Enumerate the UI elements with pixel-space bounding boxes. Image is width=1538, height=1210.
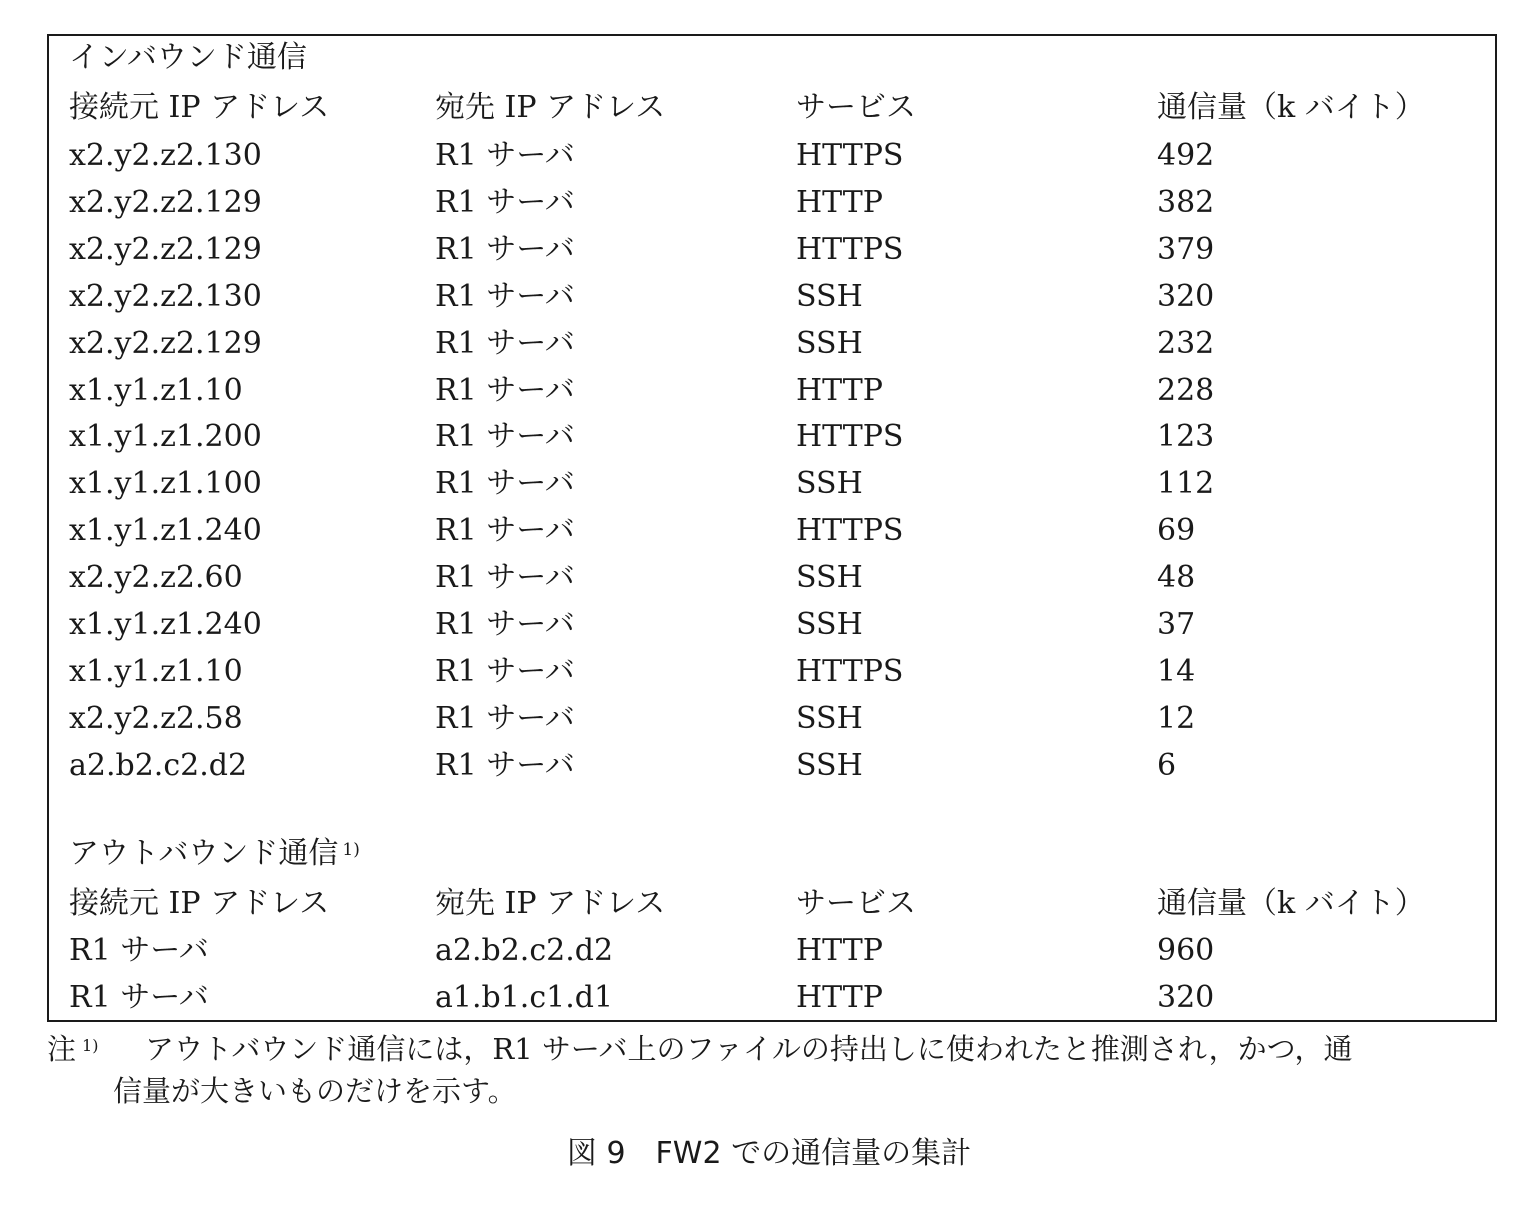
outbound-header-row: [49, 880, 1495, 927]
inbound-cell-source-ip: a2.b2.c2.d2: [69, 747, 248, 783]
inbound-cell-source-ip: x2.y2.z2.58: [69, 700, 243, 736]
inbound-title-text: インバウンド通信: [69, 40, 307, 75]
inbound-header-traffic: 通信量（k バイト）: [1157, 90, 1425, 125]
inbound-cell-service: HTTP: [796, 372, 883, 408]
inbound-cell-traffic: 232: [1157, 325, 1215, 361]
inbound-table-row: [49, 554, 1495, 601]
inbound-cell-service: SSH: [796, 278, 863, 314]
inbound-header-destination-ip: 宛先 IP アドレス: [435, 90, 666, 125]
inbound-cell-traffic: 48: [1157, 560, 1196, 596]
inbound-table-row: [49, 460, 1495, 507]
inbound-cell-destination-ip: R1 サーバ: [435, 325, 575, 361]
inbound-cell-source-ip: x1.y1.z1.240: [69, 607, 262, 642]
inbound-cell-service: HTTPS: [796, 138, 904, 173]
inbound-cell-traffic: 14: [1157, 653, 1196, 689]
traffic-table-frame: [47, 34, 1497, 1022]
outbound-cell-traffic: 320: [1157, 980, 1215, 1015]
inbound-cell-destination-ip: R1 サーバ: [435, 607, 575, 642]
footnote: [47, 1028, 1497, 1112]
inbound-table-row: [49, 601, 1495, 648]
inbound-cell-service: HTTPS: [796, 653, 904, 689]
inbound-cell-destination-ip: R1 サーバ: [435, 231, 575, 267]
outbound-table-row: [49, 974, 1495, 1021]
inbound-cell-destination-ip: R1 サーバ: [435, 747, 575, 783]
outbound-cell-destination-ip: a1.b1.c1.d1: [435, 980, 614, 1015]
inbound-cell-source-ip: x2.y2.z2.129: [69, 184, 262, 220]
outbound-cell-source-ip: R1 サーバ: [69, 933, 209, 968]
outbound-header-service: サービス: [796, 886, 916, 921]
inbound-cell-traffic: 12: [1157, 700, 1196, 736]
outbound-cell-traffic: 960: [1157, 933, 1215, 968]
inbound-cell-source-ip: x1.y1.z1.200: [69, 419, 262, 455]
outbound-header-traffic: 通信量（k バイト）: [1157, 886, 1425, 921]
inbound-cell-traffic: 112: [1157, 466, 1215, 502]
outbound-table-row: [49, 927, 1495, 974]
inbound-header-service: サービス: [796, 90, 916, 125]
inbound-table-row: [49, 507, 1495, 554]
inbound-cell-source-ip: x2.y2.z2.129: [69, 325, 262, 361]
inbound-cell-destination-ip: R1 サーバ: [435, 560, 575, 596]
inbound-cell-source-ip: x1.y1.z1.10: [69, 372, 243, 408]
inbound-table-row: [49, 648, 1495, 695]
inbound-cell-traffic: 37: [1157, 607, 1196, 642]
outbound-title-note-ref: 1): [342, 840, 360, 860]
inbound-header-source-ip: 接続元 IP アドレス: [69, 90, 330, 125]
inbound-cell-destination-ip: R1 サーバ: [435, 372, 575, 408]
outbound-cell-service: HTTP: [796, 980, 883, 1015]
footnote-mark: [47, 1028, 98, 1070]
inbound-cell-traffic: 379: [1157, 231, 1215, 267]
inbound-table-row: [49, 742, 1495, 789]
inbound-cell-service: SSH: [796, 607, 863, 642]
inbound-cell-source-ip: x1.y1.z1.10: [69, 653, 243, 689]
inbound-cell-source-ip: x2.y2.z2.130: [69, 278, 262, 314]
inbound-cell-traffic: 492: [1157, 138, 1215, 173]
outbound-header-source-ip: 接続元 IP アドレス: [69, 886, 330, 921]
inbound-cell-destination-ip: R1 サーバ: [435, 653, 575, 689]
outbound-header-destination-ip: 宛先 IP アドレス: [435, 886, 666, 921]
inbound-cell-destination-ip: R1 サーバ: [435, 466, 575, 502]
inbound-cell-source-ip: x1.y1.z1.240: [69, 513, 262, 549]
inbound-cell-traffic: 382: [1157, 184, 1215, 220]
footnote-text-line2: 信量が大きいものだけを示す。: [113, 1074, 517, 1108]
outbound-cell-destination-ip: a2.b2.c2.d2: [435, 933, 614, 968]
inbound-table-row: [49, 132, 1495, 179]
inbound-cell-traffic: 6: [1157, 747, 1177, 783]
inbound-cell-service: HTTP: [796, 184, 883, 220]
inbound-cell-destination-ip: R1 サーバ: [435, 278, 575, 314]
inbound-cell-service: SSH: [796, 466, 863, 502]
inbound-cell-traffic: 123: [1157, 419, 1215, 455]
inbound-section-title: [69, 38, 307, 78]
inbound-cell-service: HTTPS: [796, 513, 904, 549]
inbound-table-row: [49, 320, 1495, 367]
inbound-cell-destination-ip: R1 サーバ: [435, 138, 575, 173]
inbound-header-row: [49, 84, 1495, 131]
inbound-cell-destination-ip: R1 サーバ: [435, 419, 575, 455]
inbound-cell-source-ip: x2.y2.z2.60: [69, 560, 243, 596]
inbound-cell-source-ip: x2.y2.z2.129: [69, 231, 262, 267]
inbound-cell-source-ip: x2.y2.z2.130: [69, 138, 262, 173]
inbound-cell-service: SSH: [796, 560, 863, 596]
inbound-cell-service: SSH: [796, 325, 863, 361]
footnote-label: 注: [47, 1032, 77, 1066]
outbound-cell-service: HTTP: [796, 933, 883, 968]
inbound-cell-source-ip: x1.y1.z1.100: [69, 466, 262, 502]
inbound-cell-traffic: 228: [1157, 372, 1215, 408]
inbound-cell-service: SSH: [796, 700, 863, 736]
inbound-table-row: [49, 413, 1495, 460]
inbound-cell-service: HTTPS: [796, 419, 904, 455]
outbound-title-text: アウトバウンド通信: [69, 836, 339, 871]
inbound-table-row: [49, 179, 1495, 226]
footnote-ref: 1): [82, 1036, 99, 1055]
footnote-text-line1: アウトバウンド通信には，R1 サーバ上のファイルの持出しに使われたと推測され，かつ，通: [145, 1032, 1353, 1066]
inbound-cell-destination-ip: R1 サーバ: [435, 513, 575, 549]
inbound-cell-traffic: 69: [1157, 513, 1196, 549]
inbound-table-row: [49, 695, 1495, 742]
figure-caption: 図 9 FW2 での通信量の集計: [566, 1136, 972, 1171]
outbound-section-title: [69, 834, 360, 874]
inbound-cell-service: SSH: [796, 747, 863, 783]
inbound-cell-destination-ip: R1 サーバ: [435, 700, 575, 736]
inbound-cell-traffic: 320: [1157, 278, 1215, 314]
inbound-cell-destination-ip: R1 サーバ: [435, 184, 575, 220]
inbound-table-row: [49, 367, 1495, 414]
inbound-table-row: [49, 273, 1495, 320]
inbound-table-row: [49, 226, 1495, 273]
inbound-cell-service: HTTPS: [796, 231, 904, 267]
outbound-cell-source-ip: R1 サーバ: [69, 980, 209, 1015]
